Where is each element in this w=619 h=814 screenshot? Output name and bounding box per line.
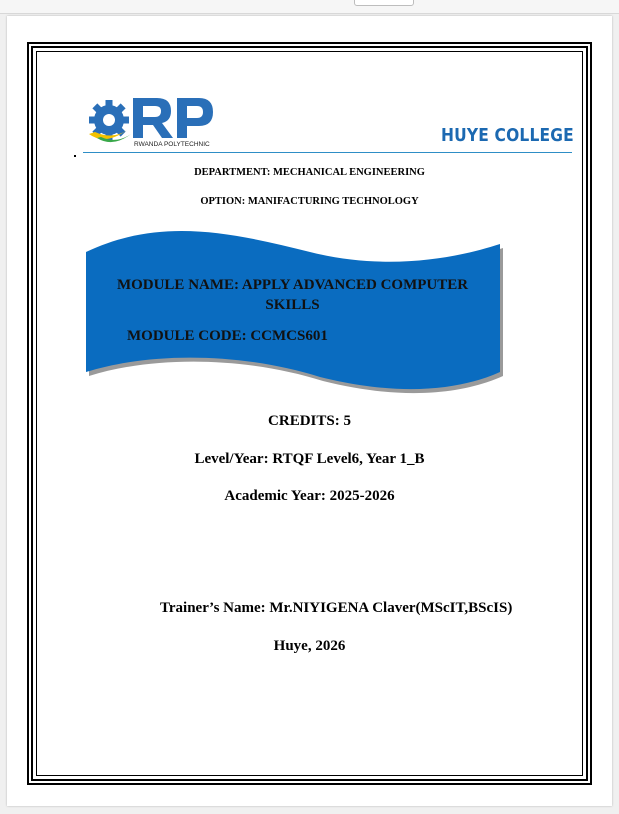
credits: CREDITS: 5: [268, 413, 351, 429]
stray-dot: [74, 155, 76, 157]
module-code: MODULE CODE: CCMCS601: [127, 328, 328, 344]
module-name: MODULE NAME: APPLY ADVANCED COMPUTER SKILLS: [116, 277, 469, 313]
trainer-name: Trainer’s Name: Mr.NIYIGENA Claver(MScIT,BScIS): [160, 600, 513, 616]
level-year: Level/Year: RTQF Level6, Year 1_B: [194, 451, 425, 467]
college-name: HUYE COLLEGE: [441, 125, 574, 146]
header-rule: [83, 152, 572, 153]
option-line: OPTION: MANIFACTURING TECHNOLOGY: [200, 196, 419, 207]
svg-text:RWANDA POLYTECHNIC: RWANDA POLYTECHNIC: [134, 141, 210, 148]
department-line: DEPARTMENT: MECHANICAL ENGINEERING: [194, 167, 425, 178]
place-date: Huye, 2026: [273, 638, 346, 654]
rwanda-polytechnic-logo: [83, 90, 215, 150]
viewer-toolbar: [0, 0, 619, 14]
academic-year: Academic Year: 2025-2026: [224, 488, 395, 504]
toolbar-tab[interactable]: [354, 0, 414, 6]
